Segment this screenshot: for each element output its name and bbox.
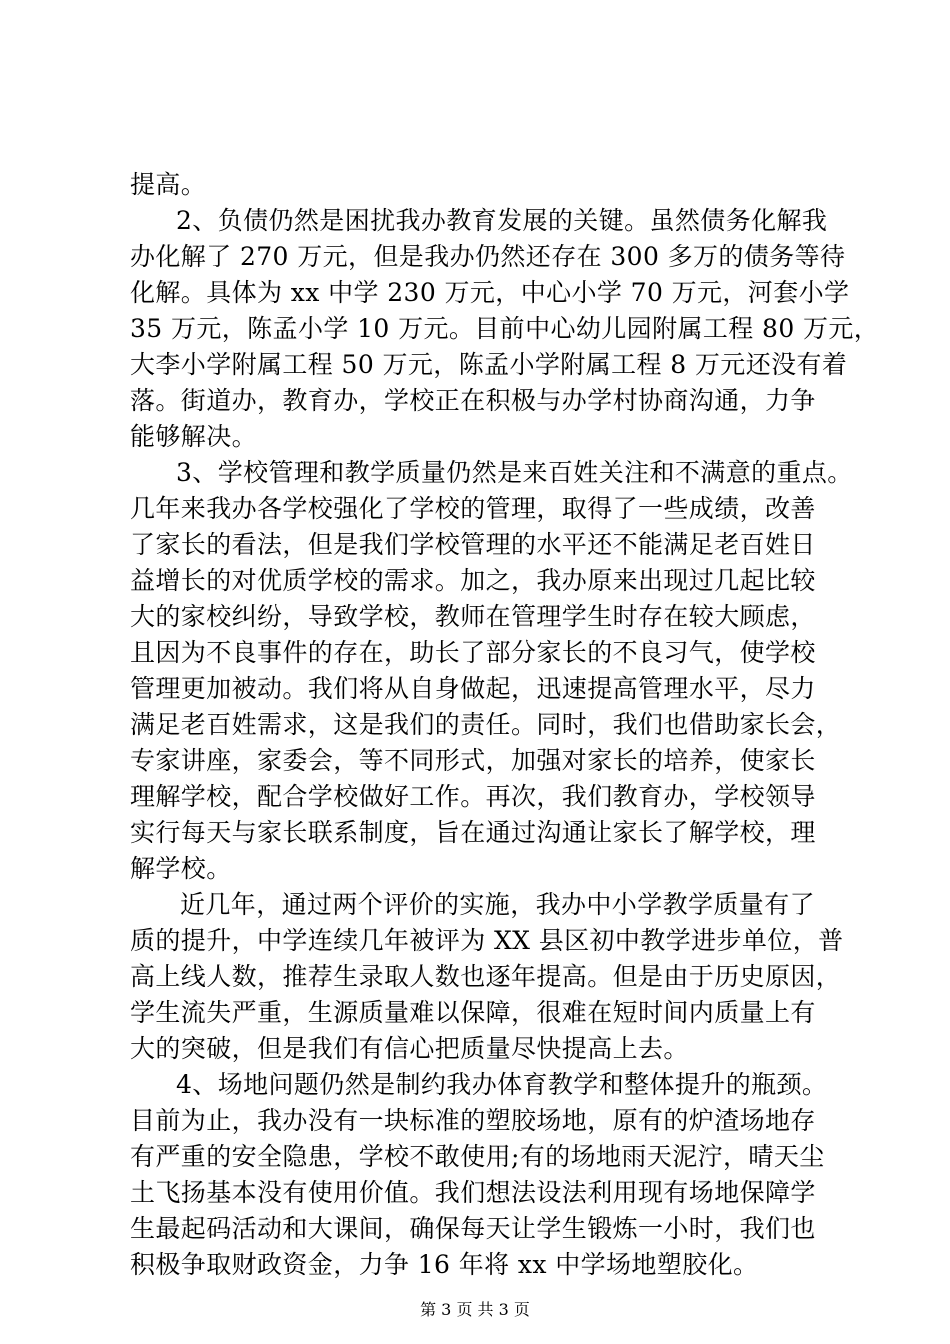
text-line: 了家长的看法，但是我们学校管理的水平还不能满足老百姓日: [130, 530, 816, 559]
text-line: 办化解了 270 万元，但是我办仍然还存在 300 多万的债务等待: [130, 242, 846, 271]
text-line: 目前为止，我办没有一块标准的塑胶场地，原有的炉渣场地存: [130, 1106, 816, 1135]
text-line: 土飞扬基本没有使用价值。我们想法设法利用现有场地保障学: [130, 1178, 816, 1207]
page-number-footer: 第 3 页 共 3 页: [420, 1300, 530, 1319]
text-line: 且因为不良事件的存在，助长了部分家长的不良习气，使学校: [130, 638, 816, 667]
text-line: 学生流失严重，生源质量难以保障，很难在短时间内质量上有: [130, 998, 816, 1027]
text-line: 积极争取财政资金，力争 16 年将 xx 中学场地塑胶化。: [130, 1250, 759, 1279]
text-line: 管理更加被动。我们将从自身做起，迅速提高管理水平，尽力: [130, 674, 816, 703]
text-line: 提高。: [130, 170, 207, 199]
text-line: 益增长的对优质学校的需求。加之，我办原来出现过几起比较: [130, 566, 816, 595]
text-line: 几年来我办各学校强化了学校的管理，取得了一些成绩，改善: [130, 494, 816, 523]
text-line: 专家讲座，家委会，等不同形式，加强对家长的培养，使家长: [130, 746, 816, 775]
text-line: 3、学校管理和教学质量仍然是来百姓关注和不满意的重点。: [176, 458, 853, 487]
text-line: 化解。具体为 xx 中学 230 万元，中心小学 70 万元，河套小学: [130, 278, 850, 307]
text-line: 实行每天与家长联系制度，旨在通过沟通让家长了解学校，理: [130, 818, 816, 847]
text-line: 落。街道办，教育办，学校正在积极与办学村协商沟通，力争: [130, 386, 816, 415]
text-line: 大的家校纠纷，导致学校，教师在管理学生时存在较大顾虑，: [130, 602, 816, 631]
text-line: 能够解决。: [130, 422, 258, 451]
text-line: 近几年，通过两个评价的实施，我办中小学教学质量有了: [180, 890, 816, 919]
text-line: 大李小学附属工程 50 万元，陈孟小学附属工程 8 万元还没有着: [130, 350, 848, 379]
text-line: 质的提升，中学连续几年被评为 XX 县区初中教学进步单位，普: [130, 926, 844, 955]
text-line: 35 万元，陈孟小学 10 万元。目前中心幼儿园附属工程 80 万元，: [130, 314, 880, 343]
text-line: 满足老百姓需求，这是我们的责任。同时，我们也借助家长会，: [130, 710, 842, 739]
text-line: 解学校。: [130, 854, 232, 883]
text-line: 生最起码活动和大课间，确保每天让学生锻炼一小时，我们也: [130, 1214, 816, 1243]
text-line: 有严重的安全隐患，学校不敢使用;有的场地雨天泥泞，晴天尘: [130, 1142, 825, 1171]
text-line: 大的突破，但是我们有信心把质量尽快提高上去。: [130, 1034, 689, 1063]
text-line: 2、负债仍然是困扰我办教育发展的关键。虽然债务化解我: [176, 206, 828, 235]
text-line: 高上线人数，推荐生录取人数也逐年提高。但是由于历史原因，: [130, 962, 842, 991]
text-line: 理解学校，配合学校做好工作。再次，我们教育办，学校领导: [130, 782, 816, 811]
text-line: 4、场地问题仍然是制约我办体育教学和整体提升的瓶颈。: [176, 1070, 828, 1099]
